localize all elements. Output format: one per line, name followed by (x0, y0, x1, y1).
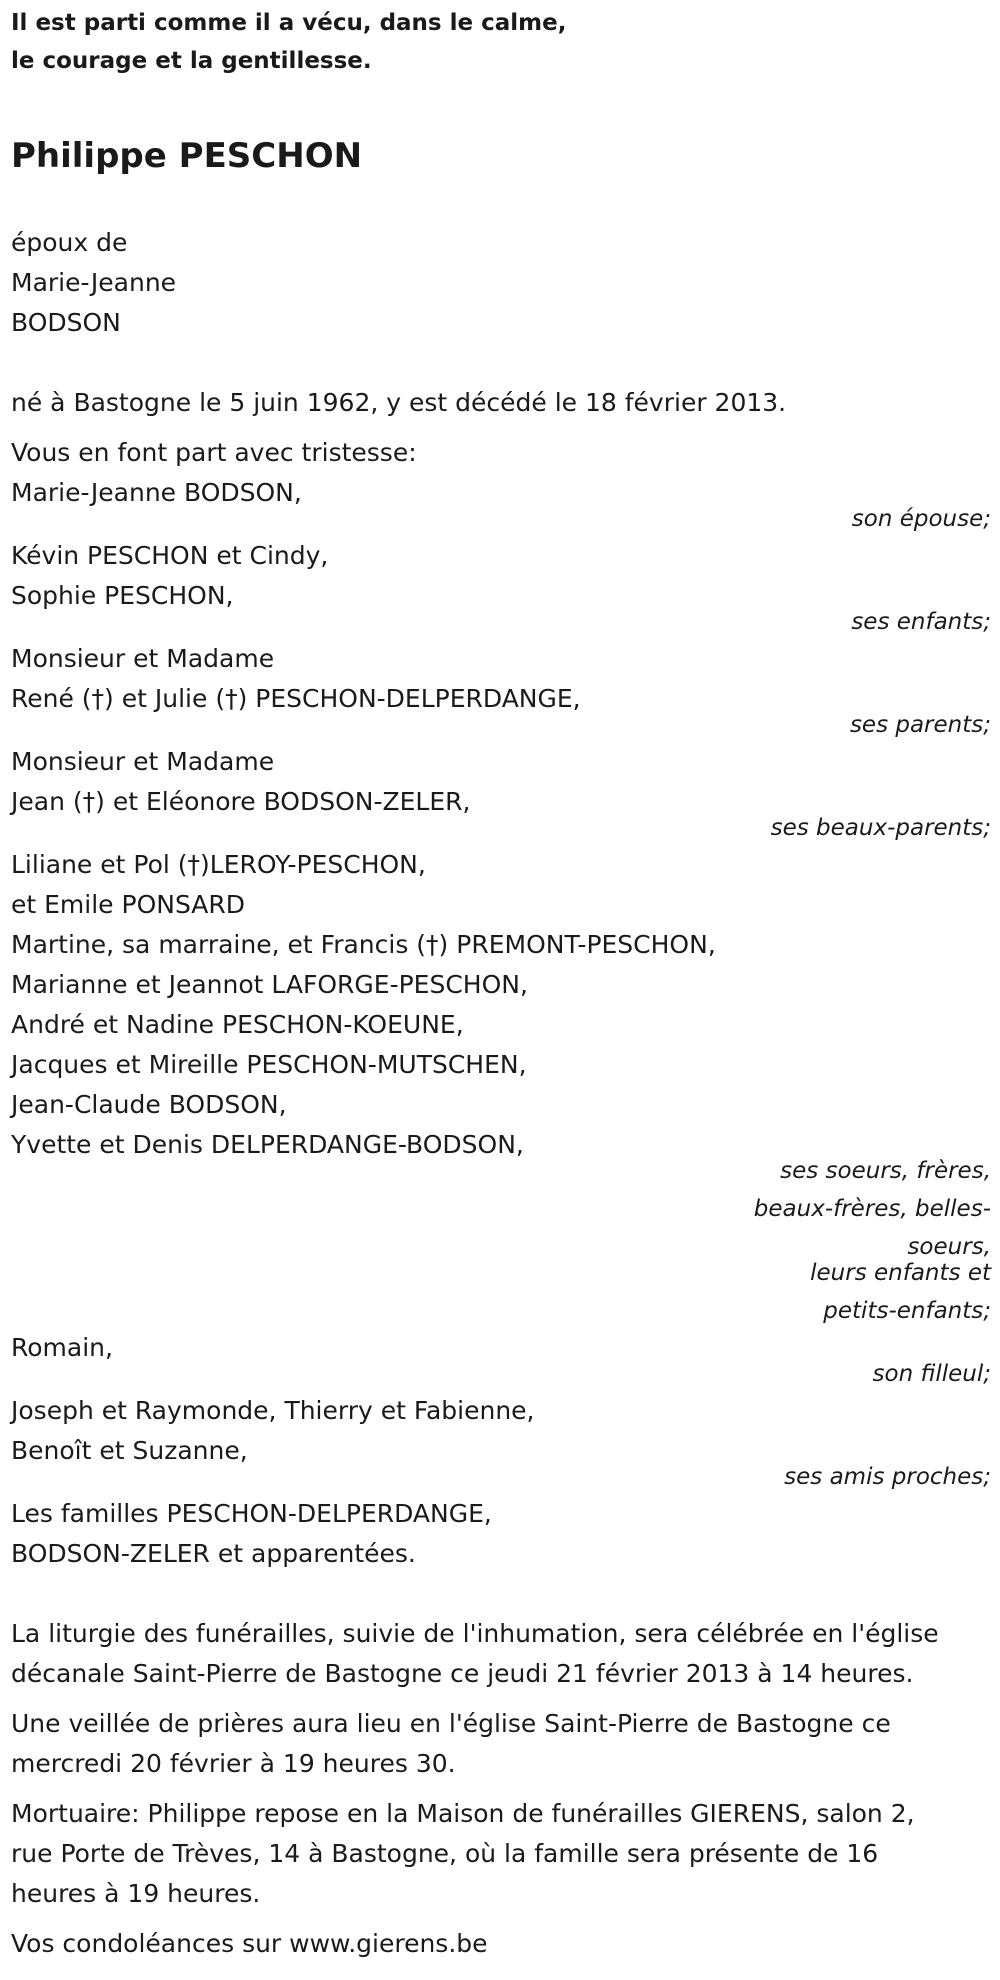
family-relation: ses soeurs, frères, (780, 1158, 991, 1184)
vigil-line: mercredi 20 février à 19 heures 30. (11, 1749, 456, 1778)
family-line: Romain, (11, 1333, 113, 1362)
quote-line-2: le courage et la gentillesse. (11, 48, 372, 74)
family-relation: beaux-frères, belles- (753, 1196, 991, 1222)
family-relation: ses enfants; (851, 609, 991, 635)
mortuary-line: heures à 19 heures. (11, 1879, 261, 1908)
family-line: Monsieur et Madame (11, 747, 275, 776)
family-line: Martine, sa marraine, et Francis (†) PREMONT-PESCHON, (11, 930, 716, 959)
mortuary-line: Mortuaire: Philippe repose en la Maison de funérailles GIERENS, salon 2, (11, 1799, 915, 1828)
mortuary-line: rue Porte de Trèves, 14 à Bastogne, où la famille sera présente de 16 (11, 1839, 879, 1868)
family-relation: petits-enfants; (823, 1298, 991, 1324)
deceased-name: Philippe PESCHON (11, 136, 363, 176)
liturgy-line: décanale Saint-Pierre de Bastogne ce jeudi 21 février 2013 à 14 heures. (11, 1659, 914, 1688)
family-line: André et Nadine PESCHON-KOEUNE, (11, 1010, 464, 1039)
announce-text: Vous en font part avec tristesse: (11, 438, 417, 467)
family-line: Sophie PESCHON, (11, 581, 234, 610)
spouse-intro-line: Marie-Jeanne (11, 268, 177, 297)
family-relation: ses beaux-parents; (770, 815, 991, 841)
family-line: Marie-Jeanne BODSON, (11, 478, 302, 507)
family-line: Yvette et Denis DELPERDANGE-BODSON, (11, 1130, 524, 1159)
family-relation: son épouse; (851, 506, 991, 532)
birth-death-text: né à Bastogne le 5 juin 1962, y est décédé le 18 février 2013. (11, 388, 787, 417)
spouse-intro-line: époux de (11, 228, 128, 257)
family-line: Jean (†) et Eléonore BODSON-ZELER, (11, 787, 471, 816)
condolences-text: Vos condoléances sur www.gierens.be (11, 1929, 488, 1958)
spouse-intro-line: BODSON (11, 308, 121, 337)
family-relation: soeurs, (907, 1234, 991, 1260)
family-line: Les familles PESCHON-DELPERDANGE, (11, 1499, 492, 1528)
family-relation: leurs enfants et (810, 1260, 991, 1286)
family-line: BODSON-ZELER et apparentées. (11, 1539, 416, 1568)
family-line: Kévin PESCHON et Cindy, (11, 541, 329, 570)
family-line: Joseph et Raymonde, Thierry et Fabienne, (11, 1396, 535, 1425)
family-line: Benoît et Suzanne, (11, 1436, 248, 1465)
family-relation: ses parents; (849, 712, 991, 738)
family-line: Jean-Claude BODSON, (11, 1090, 287, 1119)
family-relation: ses amis proches; (784, 1464, 991, 1490)
family-line: et Emile PONSARD (11, 890, 246, 919)
family-line: Liliane et Pol (†)LEROY-PESCHON, (11, 850, 426, 879)
vigil-line: Une veillée de prières aura lieu en l'église Saint-Pierre de Bastogne ce (11, 1709, 891, 1738)
family-line: Marianne et Jeannot LAFORGE-PESCHON, (11, 970, 528, 999)
family-line: Monsieur et Madame (11, 644, 275, 673)
quote-line-1: Il est parti comme il a vécu, dans le calme, (11, 10, 567, 36)
family-line: René (†) et Julie (†) PESCHON-DELPERDANGE, (11, 684, 581, 713)
family-relation: son filleul; (872, 1361, 991, 1387)
liturgy-line: La liturgie des funérailles, suivie de l'inhumation, sera célébrée en l'église (11, 1619, 939, 1648)
family-line: Jacques et Mireille PESCHON-MUTSCHEN, (11, 1050, 527, 1079)
